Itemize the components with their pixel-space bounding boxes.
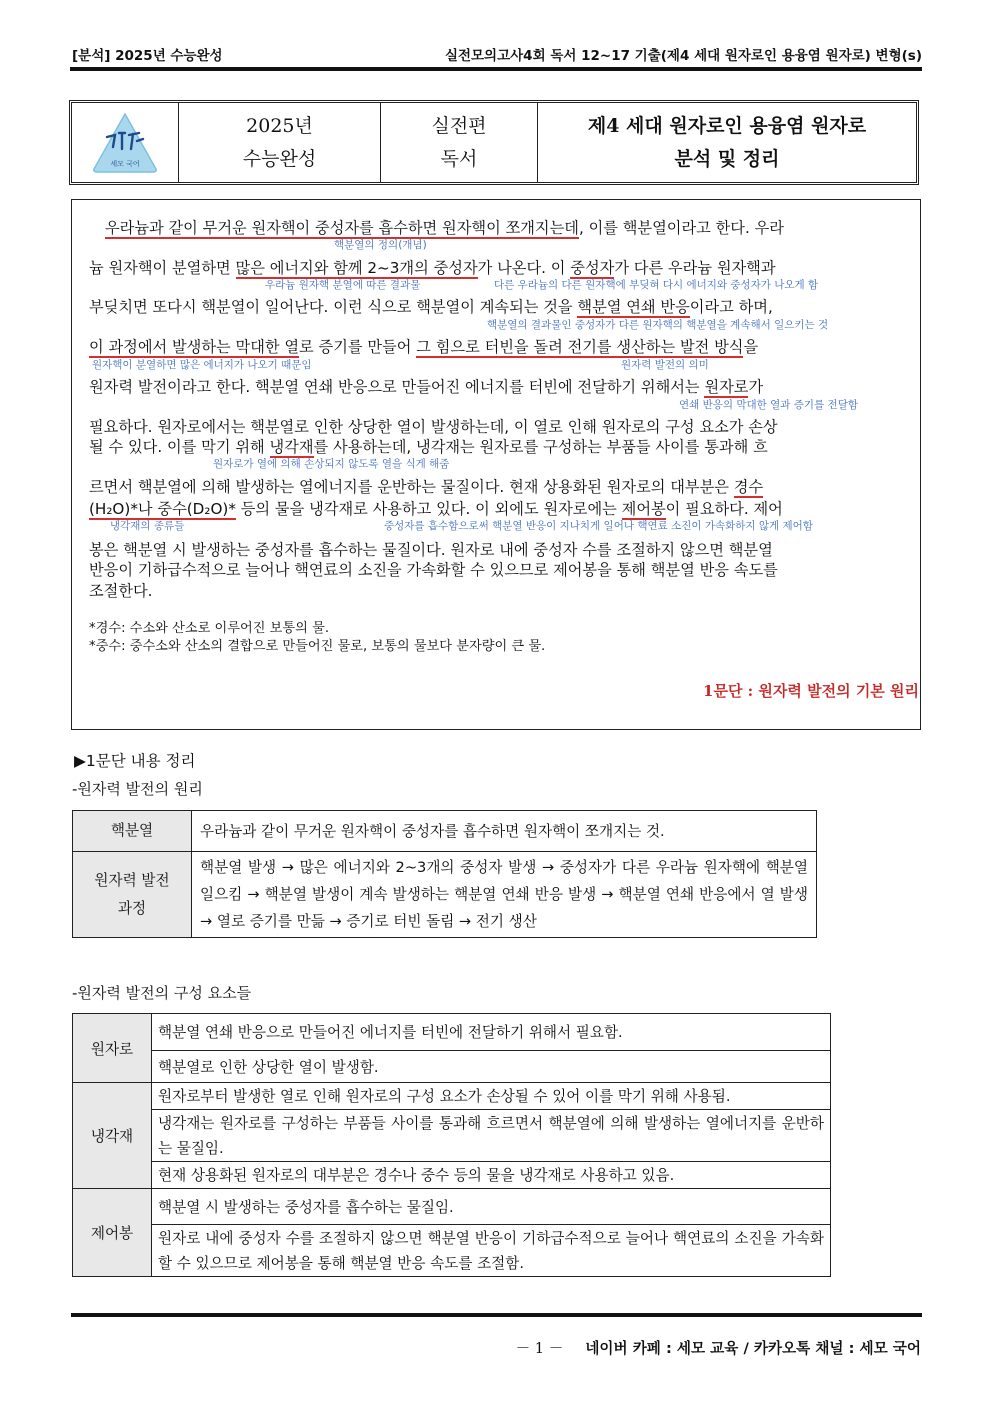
principle-table bbox=[72, 810, 817, 938]
table-row bbox=[73, 1110, 831, 1162]
underlined-phrase: 많은 에너지와 함께 2~3개의 중성자 bbox=[235, 259, 478, 277]
passage-line: 필요하다. 원자로에서는 핵분열로 인한 상당한 열이 발생하는데, 이 열로 인해 원자로의 구성 요소가 손상 bbox=[89, 418, 778, 436]
title-year: 2025년 bbox=[246, 114, 313, 137]
summary-heading: ▶1문단 내용 정리 bbox=[74, 752, 196, 770]
annotation: 우라늄 원자핵 분열에 따른 결과물 bbox=[265, 279, 421, 291]
passage-line: 될 수 있다. 이를 막기 위해 냉각재를 사용하는데, 냉각재는 원자로를 구성하는 부품들 사이를 통과해 흐 bbox=[89, 438, 768, 456]
table-row bbox=[73, 1189, 831, 1225]
footer-text: 네이버 카페 : 세모 교육 / 카카오톡 채널 : 세모 국어 bbox=[585, 1340, 921, 1357]
header-right: 실전모의고사4회 독서 12~17 기출(제4 세대 원자로인 용융염 원자로) 변형(s) bbox=[444, 48, 922, 64]
title-topic-cell bbox=[537, 103, 916, 182]
page-number: － 1 － bbox=[515, 1340, 564, 1357]
annotation: 원자핵이 분열하면 많은 에너지가 나오기 때문임 bbox=[92, 359, 312, 371]
annotation: 연쇄 반응의 막대한 열과 증기를 전달함 bbox=[679, 399, 858, 411]
passage-line: 부딪치면 또다시 핵분열이 일어난다. 이런 식으로 핵분열이 계속되는 것을 핵분열 연쇄 반응이라고 하며, bbox=[89, 298, 773, 316]
passage-line: 원자력 발전이라고 한다. 핵분열 연쇄 반응으로 만들어진 에너지를 터빈에 전달하기 위해서는 원자로가 bbox=[89, 378, 764, 396]
passage-line: 조절한다. bbox=[89, 582, 153, 600]
summary-subheading: -원자력 발전의 구성 요소들 bbox=[72, 984, 252, 1002]
underlined-phrase: 경수 bbox=[733, 478, 764, 496]
underlined-phrase: 핵분열 연쇄 반응 bbox=[577, 298, 690, 316]
title-section-cell bbox=[380, 103, 537, 182]
underlined-phrase: 냉각재 bbox=[269, 438, 314, 456]
table-header-cell: 제어봉 bbox=[73, 1189, 152, 1277]
underlined-phrase: 중성자 bbox=[570, 259, 615, 277]
footnote-light-water: *경수: 수소와 산소로 이루어진 보통의 물. bbox=[89, 621, 330, 636]
annotation: 핵분열의 결과물인 중성자가 다른 원자핵의 핵분열을 계속해서 일으키는 것 bbox=[487, 319, 829, 331]
title-topic-sub: 분석 및 정리 bbox=[674, 147, 780, 170]
annotation: 원자력 발전의 의미 bbox=[621, 359, 709, 371]
logo-cell bbox=[72, 103, 178, 182]
underlined-phrase: 원자로 bbox=[704, 378, 749, 396]
table-cell: 핵분열 시 발생하는 중성자를 흡수하는 물질임. bbox=[152, 1189, 831, 1225]
passage-line: 늄 원자핵이 분열하면 많은 에너지와 함께 2~3개의 중성자가 나온다. 이 중성자가 다른 우라늄 원자핵과 bbox=[89, 259, 776, 277]
passage-line: 이 과정에서 발생하는 막대한 열로 증기를 만들어 그 힘으로 터빈을 돌려 전기를 생산하는 발전 방식을 bbox=[89, 338, 759, 356]
passage-line: 르면서 핵분열에 의해 발생하는 열에너지를 운반하는 물질이다. 현재 상용화된 원자로의 대부분은 경수 bbox=[89, 478, 764, 496]
logo-text: 세모 국어 bbox=[110, 159, 140, 168]
table-row bbox=[73, 1162, 831, 1189]
annotation: 중성자를 흡수함으로써 핵분열 반응이 지나치게 일어나 핵연료 소진이 가속화하지 않게 제어함 bbox=[384, 520, 813, 532]
table-row bbox=[73, 852, 817, 938]
title-year-cell bbox=[178, 103, 380, 182]
annotation: 냉각재의 종류들 bbox=[110, 520, 185, 532]
underlined-phrase: (H₂O)*나 중수(D₂O)* bbox=[89, 500, 236, 518]
table-header-cell: 핵분열 bbox=[73, 811, 192, 852]
passage-line: 봉은 핵분열 시 발생하는 중성자를 흡수하는 물질이다. 원자로 내에 중성자 수를 조절하지 않으면 핵분열 bbox=[89, 541, 773, 559]
table-cell: 원자로부터 발생한 열로 인해 원자로의 구성 요소가 손상될 수 있어 이를 막기 위해 사용됨. bbox=[152, 1083, 831, 1110]
passage-box bbox=[71, 199, 921, 730]
passage-line: 우라늄과 같이 무거운 원자핵이 중성자를 흡수하면 원자핵이 쪼개지는데, 이를 핵분열이라고 한다. 우라 bbox=[105, 219, 784, 237]
underlined-phrase: 우라늄과 같이 무거운 원자핵이 중성자를 흡수하면 원자핵이 쪼개지는데 bbox=[105, 219, 579, 237]
summary-subheading: -원자력 발전의 원리 bbox=[72, 780, 203, 798]
title-box bbox=[69, 100, 919, 185]
table-row bbox=[73, 1051, 831, 1083]
title-book: 수능완성 bbox=[242, 147, 317, 170]
title-subject: 독서 bbox=[440, 147, 478, 170]
components-table bbox=[72, 1013, 831, 1277]
page-footer bbox=[516, 1337, 921, 1358]
table-cell: 핵분열 연쇄 반응으로 만들어진 에너지를 터빈에 전달하기 위해서 필요함. bbox=[152, 1014, 831, 1051]
page-header bbox=[72, 44, 922, 64]
table-row bbox=[73, 1225, 831, 1277]
paragraph-tagline: 1문단 : 원자력 발전의 기본 원리 bbox=[703, 682, 919, 700]
table-row bbox=[73, 811, 817, 852]
annotation: 원자로가 열에 의해 손상되지 않도록 열을 식게 해줌 bbox=[213, 458, 450, 470]
table-cell: 핵분열 발생 → 많은 에너지와 2~3개의 중성자 발생 → 중성자가 다른 우라늄 원자핵에 핵분열 일으킴 → 핵분열 발생이 계속 발생하는 핵분열 연쇄 반응 발생 → 핵분열 연쇄 반응에서 열 발생 → 열로 증기를 만듦 → 증기로 터빈 돌림 → 전기 생산 bbox=[192, 852, 817, 938]
table-cell: 원자로 내에 중성자 수를 조절하지 않으면 핵분열 반응이 기하급수적으로 늘어나 핵연료의 소진을 가속화할 수 있으므로 제어봉을 통해 핵분열 반응 속도를 조절함. bbox=[152, 1225, 831, 1277]
semo-logo-icon bbox=[91, 111, 159, 175]
annotation: 핵분열의 정의(개념) bbox=[334, 239, 427, 251]
footnote-heavy-water: *중수: 중수소와 산소의 결합으로 만들어진 물로, 보통의 물보다 분자량이 큰 물. bbox=[89, 639, 546, 654]
title-topic: 제4 세대 원자로인 용융염 원자로 bbox=[587, 114, 867, 137]
underlined-phrase: 이 과정에서 발생하는 막대한 열 bbox=[89, 338, 300, 356]
underlined-phrase: 그 힘으로 터빈을 돌려 전기를 생산하는 발전 방식 bbox=[416, 338, 744, 356]
header-rule bbox=[70, 67, 922, 71]
title-section: 실전편 bbox=[431, 114, 487, 137]
passage-line: 반응이 기하급수적으로 늘어나 핵연료의 소진을 가속화할 수 있으므로 제어봉을 통해 핵분열 반응 속도를 bbox=[89, 561, 778, 579]
annotation: 다른 우라늄의 다른 원자핵에 부딪혀 다시 에너지와 중성자가 나오게 함 bbox=[494, 279, 819, 291]
table-header-cell: 원자력 발전 과정 bbox=[73, 852, 192, 938]
header-left: [분석] 2025년 수능완성 bbox=[72, 48, 223, 64]
footer-rule bbox=[71, 1313, 922, 1317]
table-cell: 핵분열로 인한 상당한 열이 발생함. bbox=[152, 1051, 831, 1083]
underlined-phrase: 제어봉 bbox=[621, 500, 666, 518]
table-row bbox=[73, 1083, 831, 1110]
table-cell: 우라늄과 같이 무거운 원자핵이 중성자를 흡수하면 원자핵이 쪼개지는 것. bbox=[192, 811, 817, 852]
table-header-cell: 원자로 bbox=[73, 1014, 152, 1083]
table-cell: 냉각재는 원자로를 구성하는 부품들 사이를 통과해 흐르면서 핵분열에 의해 발생하는 열에너지를 운반하는 물질임. bbox=[152, 1110, 831, 1162]
table-row bbox=[73, 1014, 831, 1051]
table-cell: 현재 상용화된 원자로의 대부분은 경수나 중수 등의 물을 냉각재로 사용하고 있음. bbox=[152, 1162, 831, 1189]
table-header-cell: 냉각재 bbox=[73, 1083, 152, 1189]
passage-line: (H₂O)*나 중수(D₂O)* 등의 물을 냉각재로 사용하고 있다. 이 외에도 원자로에는 제어봉이 필요하다. 제어 bbox=[89, 500, 783, 518]
